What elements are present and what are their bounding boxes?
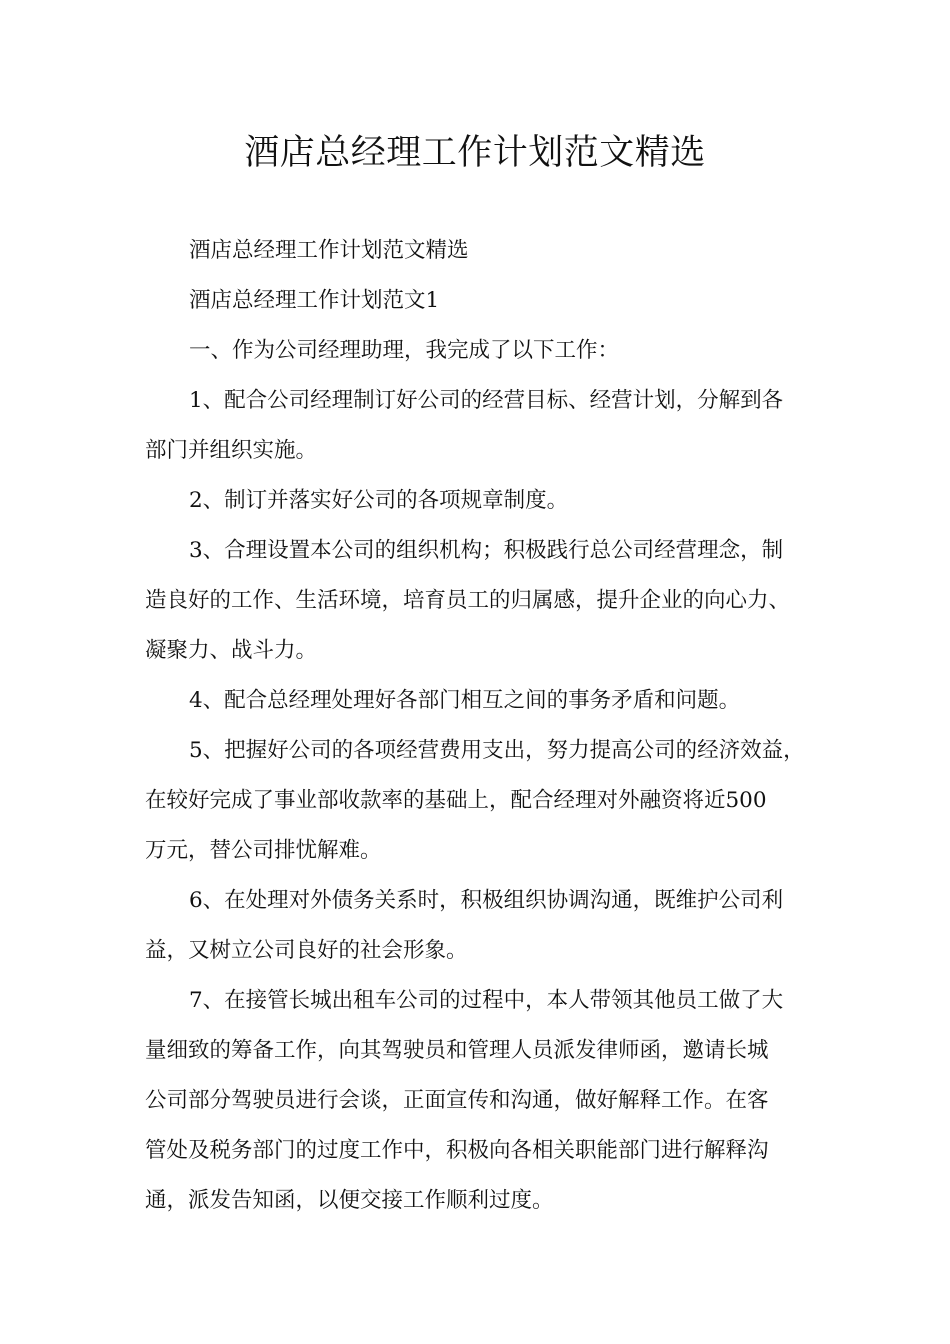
paragraph-line: 6、在处理对外债务关系时，积极组织协调沟通，既维护公司利 bbox=[189, 888, 784, 913]
paragraph-line: 4、配合总经理处理好各部门相互之间的事务矛盾和问题。 bbox=[189, 688, 741, 713]
document-body bbox=[145, 226, 810, 1226]
paragraph-line: 7、在接管长城出租车公司的过程中，本人带领其他员工做了大 bbox=[189, 988, 784, 1013]
paragraph-line: 酒店总经理工作计划范文精选 bbox=[189, 238, 469, 263]
paragraph-line: 部门并组织实施。 bbox=[145, 438, 318, 463]
paragraph-line: 造良好的工作、生活环境，培育员工的归属感，提升企业的向心力、 bbox=[145, 588, 791, 613]
paragraph-line: 2、制订并落实好公司的各项规章制度。 bbox=[189, 488, 569, 513]
paragraph-line: 5、把握好公司的各项经营费用支出，努力提高公司的经济效益， bbox=[189, 738, 805, 763]
paragraph bbox=[145, 276, 810, 326]
paragraph bbox=[145, 226, 810, 276]
paragraph-line: 益，又树立公司良好的社会形象。 bbox=[145, 938, 468, 963]
paragraph bbox=[145, 326, 810, 376]
paragraph-line: 万元，替公司排忧解难。 bbox=[145, 838, 382, 863]
paragraph-line: 通，派发告知函，以便交接工作顺利过度。 bbox=[145, 1188, 554, 1213]
paragraph-line: 在较好完成了事业部收款率的基础上，配合经理对外融资将近500 bbox=[145, 788, 767, 813]
paragraph bbox=[145, 676, 810, 726]
paragraph-line: 量细致的筹备工作，向其驾驶员和管理人员派发律师函，邀请长城 bbox=[145, 1038, 769, 1063]
paragraph bbox=[145, 476, 810, 526]
paragraph-line: 1、配合公司经理制订好公司的经营目标、经营计划，分解到各 bbox=[189, 388, 784, 413]
paragraph bbox=[145, 376, 810, 476]
document-title: 酒店总经理工作计划范文精选 bbox=[244, 133, 706, 173]
paragraph-line: 凝聚力、战斗力。 bbox=[145, 638, 318, 663]
paragraph-line: 酒店总经理工作计划范文1 bbox=[189, 288, 440, 313]
paragraph bbox=[145, 976, 810, 1226]
paragraph bbox=[145, 526, 810, 676]
paragraph-line: 3、合理设置本公司的组织机构；积极践行总公司经营理念，制 bbox=[189, 538, 784, 563]
paragraph bbox=[145, 876, 810, 976]
paragraph-line: 公司部分驾驶员进行会谈，正面宣传和沟通，做好解释工作。在客 bbox=[145, 1088, 769, 1113]
paragraph-line: 一、作为公司经理助理，我完成了以下工作： bbox=[189, 338, 620, 363]
paragraph bbox=[145, 726, 810, 876]
paragraph-line: 管处及税务部门的过度工作中，积极向各相关职能部门进行解释沟 bbox=[145, 1138, 769, 1163]
